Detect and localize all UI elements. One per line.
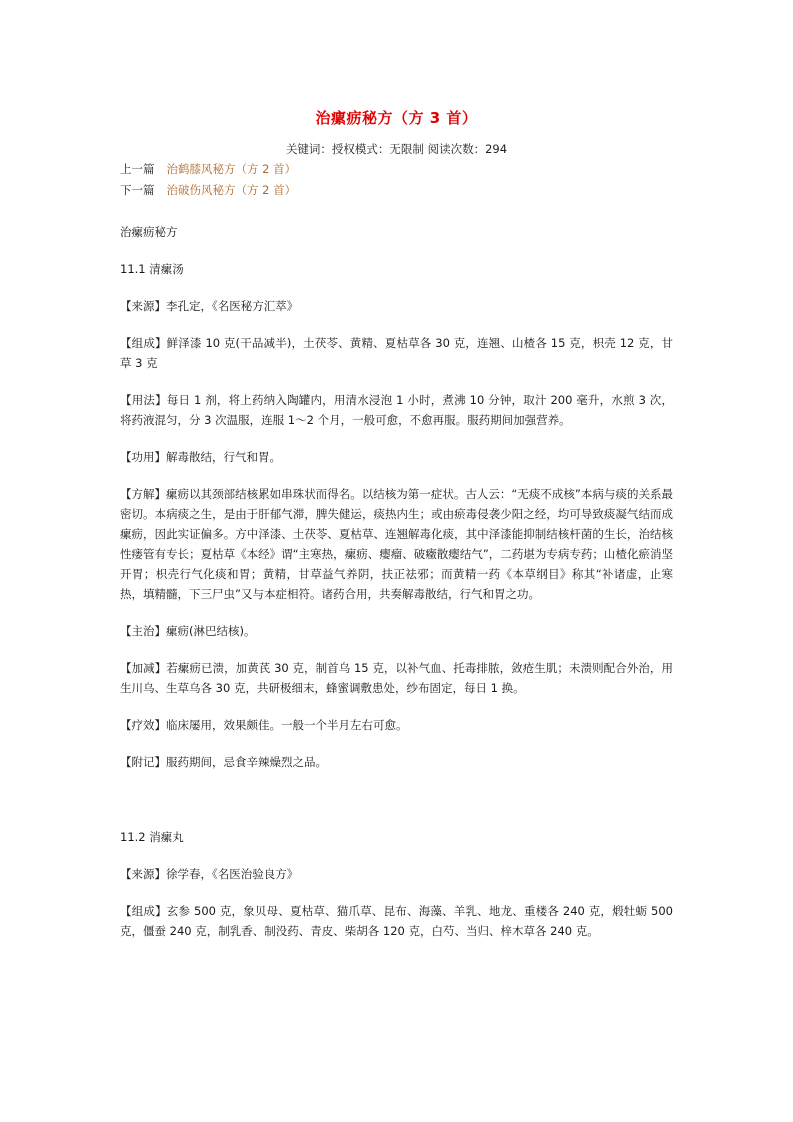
nav-next-label: 下一篇 [120, 183, 155, 197]
section-1-effect: 【功用】解毒散结，行气和胃。 [120, 450, 281, 464]
section-1-usage: 【用法】每日 1 剂，将上药纳入陶罐内，用清水浸泡 1 小时，煮沸 10 分钟，取汁 200 毫升，水煎 3 次，将药液混匀，分 3 次温服，连服 1～2 个月，一般可愈，不愈再服。服药期间加强营养。 [120, 393, 673, 427]
content-heading: 治瘰疬秘方 [120, 225, 178, 239]
section-2-title: 11.2 消瘰丸 [120, 830, 184, 844]
section-1-composition: 【组成】鲜泽漆 10 克(干品减半)，土茯苓、黄精、夏枯草各 30 克，连翘、山楂各 15 克，枳壳 12 克，甘草 3 克 [120, 336, 673, 370]
section-spacer [120, 789, 673, 827]
page-title: 治瘰疬秘方（方 3 首） [315, 109, 478, 127]
nav-next-link[interactable]: 治破伤风秘方（方 2 首） [166, 183, 297, 197]
section-1-efficacy: 【疗效】临床屡用，效果颇佳。一般一个半月左右可愈。 [120, 718, 408, 732]
section-2-source: 【来源】徐学春，《名医治验良方》 [120, 867, 299, 881]
section-1-title: 11.1 清瘰汤 [120, 262, 184, 276]
nav-next [120, 182, 296, 198]
section-1-explanation: 【方解】瘰疬以其颈部结核累如串珠状而得名。以结核为第一症状。古人云：“无痰不成核”本病与痰的关系最密切。本病痰之生，是由于肝郁气滞，脾失健运，痰热内生；或由瘀毒侵袭少阳之经，均可导致痰凝气结而成瘰疬，因此实证偏多。方中泽漆、土茯苓、夏枯草、连翘解毒化痰，其中泽漆能抑制结核杆菌的生长，治结核性瘘管有专长；夏枯草《本经》谓“主寒热，瘰疬、瘿瘤、破癥散瘿结气”，二药堪为专病专药；山楂化瘀消坚开胃；枳壳行气化痰和胃；黄精，甘草益气养阴，扶正祛邪；而黄精一药《本草纲目》称其“补诸虚，止寒热，填精髓，下三尸虫”又与本症相符。诸药合用，共奏解毒散结，行气和胃之功。 [120, 487, 673, 601]
article-body [120, 222, 673, 958]
nav-previous-label: 上一篇 [120, 162, 155, 176]
nav-previous-link[interactable]: 治鹤膝风秘方（方 2 首） [166, 162, 297, 176]
nav-previous [120, 161, 296, 177]
section-1-modification: 【加减】若瘰疬已溃，加黄芪 30 克，制首乌 15 克，以补气血、托毒排脓，敛疮生肌；未溃则配合外治，用生川乌、生草乌各 30 克，共研极细末，蜂蜜调敷患处，纱布固定，每日 1 换。 [120, 661, 673, 695]
section-1-note: 【附记】服药期间，忌食辛辣燥烈之品。 [120, 755, 327, 769]
section-1-indication: 【主治】瘰疬(淋巴结核)。 [120, 624, 256, 638]
section-2-composition: 【组成】玄参 500 克，象贝母、夏枯草、猫爪草、昆布、海藻、羊乳、地龙、重楼各 240 克，煅牡蛎 500 克，僵蚕 240 克，制乳香、制没药、青皮、柴胡各 120 克，白芍、当归、梓木草各 240 克。 [120, 904, 673, 938]
section-1-source: 【来源】李孔定，《名医秘方汇萃》 [120, 299, 299, 313]
article-meta: 关键词：授权模式：无限制 阅读次数：294 [285, 142, 508, 156]
